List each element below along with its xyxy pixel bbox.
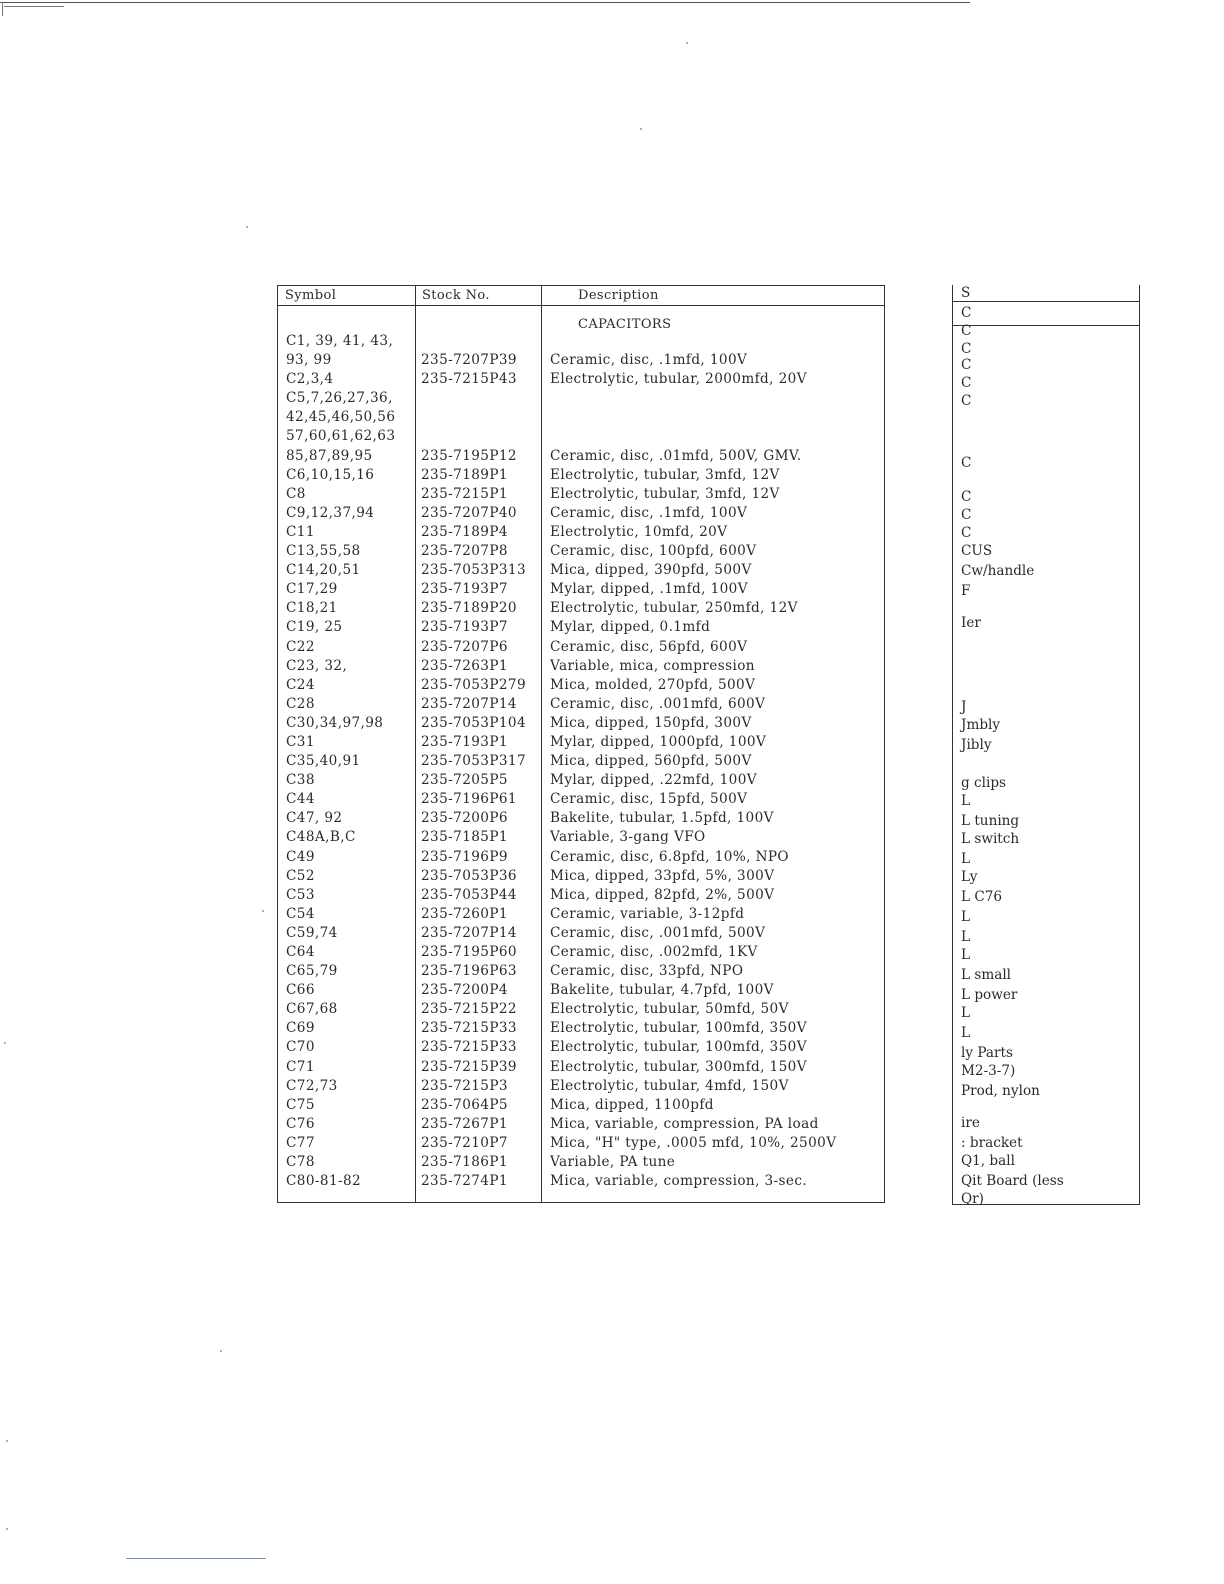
row-symbol: C49 bbox=[286, 848, 315, 865]
table-row bbox=[278, 1058, 884, 1077]
right-fragment: Jibly bbox=[961, 737, 992, 753]
table-row bbox=[278, 504, 884, 523]
row-stock-no: 235-7260P1 bbox=[421, 905, 508, 922]
right-fragment: M2-3-7) bbox=[961, 1063, 1016, 1079]
row-description: Bakelite, tubular, 4.7pfd, 100V bbox=[550, 982, 774, 999]
row-symbol: C2,3,4 bbox=[286, 371, 334, 388]
table-row bbox=[278, 905, 884, 924]
row-description: Mica, dipped, 560pfd, 500V bbox=[550, 753, 752, 770]
table-row bbox=[278, 618, 884, 637]
row-symbol: C14,20,51 bbox=[286, 562, 361, 579]
row-stock-no: 235-7053P44 bbox=[421, 886, 517, 903]
right-header: S bbox=[961, 285, 971, 301]
row-stock-no: 235-7207P40 bbox=[421, 504, 517, 521]
row-description: Mylar, dipped, 0.1mfd bbox=[550, 619, 711, 636]
row-symbol: C31 bbox=[286, 733, 315, 750]
header-stock-no: Stock No. bbox=[422, 288, 490, 303]
table-row bbox=[278, 848, 884, 867]
row-description: Electrolytic, tubular, 50mfd, 50V bbox=[550, 1001, 789, 1018]
right-fragment: C bbox=[961, 323, 972, 339]
row-description: Electrolytic, tubular, 100mfd, 350V bbox=[550, 1039, 807, 1056]
row-description: Mylar, dipped, 1000pfd, 100V bbox=[550, 733, 767, 750]
scan-speck bbox=[640, 128, 642, 130]
table-row bbox=[278, 351, 884, 370]
table-row bbox=[278, 1019, 884, 1038]
scan-speck bbox=[262, 910, 264, 912]
row-description: Mylar, dipped, .22mfd, 100V bbox=[550, 772, 757, 789]
row-symbol: C23, 32, bbox=[286, 657, 348, 674]
row-symbol: C78 bbox=[286, 1154, 315, 1171]
table-row bbox=[278, 1153, 884, 1172]
row-stock-no: 235-7263P1 bbox=[421, 657, 508, 674]
right-fragment: ire bbox=[961, 1115, 980, 1131]
row-symbol: C76 bbox=[286, 1115, 315, 1132]
table-row bbox=[278, 389, 884, 408]
row-description: Electrolytic, tubular, 100mfd, 350V bbox=[550, 1020, 807, 1037]
right-fragment: C bbox=[961, 393, 972, 409]
right-fragment: CUS bbox=[961, 543, 993, 559]
right-fragment: g clips bbox=[961, 775, 1007, 791]
row-description: Electrolytic, tubular, 4mfd, 150V bbox=[550, 1077, 789, 1094]
table-row bbox=[278, 676, 884, 695]
row-symbol: C38 bbox=[286, 772, 315, 789]
row-symbol: C8 bbox=[286, 485, 306, 502]
right-fragment: L power bbox=[961, 987, 1018, 1003]
right-fragment: ly Parts bbox=[961, 1045, 1013, 1061]
row-description: Variable, PA tune bbox=[550, 1154, 676, 1171]
right-fragment: L tuning bbox=[961, 813, 1020, 829]
right-fragment: C bbox=[961, 341, 972, 357]
table-row bbox=[278, 370, 884, 389]
row-description: Ceramic, disc, 33pfd, NPO bbox=[550, 963, 744, 980]
row-description: Bakelite, tubular, 1.5pfd, 100V bbox=[550, 810, 774, 827]
row-rule bbox=[953, 325, 1139, 326]
scan-bottom-mark bbox=[126, 1558, 266, 1559]
row-description: Ceramic, disc, 56pfd, 600V bbox=[550, 638, 748, 655]
header-symbol: Symbol bbox=[285, 288, 337, 303]
header-rule bbox=[953, 301, 1139, 302]
row-symbol: C6,10,15,16 bbox=[286, 466, 375, 483]
table-row bbox=[278, 771, 884, 790]
row-symbol: C53 bbox=[286, 886, 315, 903]
right-fragment: L C76 bbox=[961, 889, 1003, 905]
row-stock-no: 235-7196P63 bbox=[421, 963, 517, 980]
row-description: Mica, variable, compression, 3-sec. bbox=[550, 1173, 808, 1190]
row-stock-no: 235-7185P1 bbox=[421, 829, 508, 846]
row-stock-no: 235-7200P6 bbox=[421, 810, 508, 827]
right-fragment: L switch bbox=[961, 831, 1020, 847]
right-fragment: C bbox=[961, 525, 972, 541]
table-row bbox=[278, 1077, 884, 1096]
row-symbol: C19, 25 bbox=[286, 619, 343, 636]
row-description: Ceramic, disc, .1mfd, 100V bbox=[550, 504, 748, 521]
row-symbol: C9,12,37,94 bbox=[286, 504, 375, 521]
table-row bbox=[278, 886, 884, 905]
right-fragment: C bbox=[961, 455, 972, 471]
row-stock-no: 235-7205P5 bbox=[421, 772, 508, 789]
row-stock-no: 235-7200P4 bbox=[421, 982, 508, 999]
row-symbol: C72,73 bbox=[286, 1077, 338, 1094]
row-description: Ceramic, disc, 6.8pfd, 10%, NPO bbox=[550, 848, 789, 865]
scan-speck bbox=[6, 1440, 8, 1442]
row-stock-no: 235-7053P279 bbox=[421, 676, 527, 693]
table-row bbox=[278, 962, 884, 981]
row-symbol: C66 bbox=[286, 982, 315, 999]
row-stock-no: 235-7215P39 bbox=[421, 1058, 517, 1075]
row-symbol: C65,79 bbox=[286, 963, 338, 980]
scan-speck bbox=[686, 42, 688, 44]
row-description: Electrolytic, tubular, 3mfd, 12V bbox=[550, 485, 780, 502]
row-stock-no: 235-7196P61 bbox=[421, 791, 517, 808]
right-fragment: C bbox=[961, 357, 972, 373]
table-row bbox=[278, 1115, 884, 1134]
table-row bbox=[278, 638, 884, 657]
right-fragment: L bbox=[961, 793, 971, 809]
table-row bbox=[278, 599, 884, 618]
capacitor-parts-table bbox=[277, 285, 885, 1203]
row-stock-no: 235-7215P22 bbox=[421, 1001, 517, 1018]
table-row bbox=[278, 790, 884, 809]
row-stock-no: 235-7189P1 bbox=[421, 466, 508, 483]
right-fragment: F bbox=[961, 583, 971, 599]
row-description: Ceramic, disc, .001mfd, 500V bbox=[550, 924, 766, 941]
scan-speck bbox=[246, 226, 248, 228]
row-stock-no: 235-7215P43 bbox=[421, 371, 517, 388]
row-description: Ceramic, disc, 100pfd, 600V bbox=[550, 543, 757, 560]
row-symbol: C59,74 bbox=[286, 924, 338, 941]
row-description: Ceramic, disc, .01mfd, 500V, GMV. bbox=[550, 447, 802, 464]
row-symbol: C80-81-82 bbox=[286, 1173, 362, 1190]
scan-speck bbox=[6, 1528, 8, 1530]
row-symbol: C77 bbox=[286, 1134, 315, 1151]
row-symbol: C69 bbox=[286, 1020, 315, 1037]
table-row bbox=[278, 485, 884, 504]
row-stock-no: 235-7053P317 bbox=[421, 753, 527, 770]
table-row bbox=[278, 1134, 884, 1153]
row-stock-no: 235-7193P1 bbox=[421, 733, 508, 750]
row-symbol: C17,29 bbox=[286, 581, 338, 598]
table-row bbox=[278, 752, 884, 771]
right-fragment: Jmbly bbox=[961, 717, 1001, 733]
right-fragment: C bbox=[961, 305, 972, 321]
row-symbol: C13,55,58 bbox=[286, 543, 361, 560]
right-fragment: Qit Board (less bbox=[961, 1173, 1064, 1189]
row-stock-no: 235-7215P33 bbox=[421, 1020, 517, 1037]
row-description: Mica, molded, 270pfd, 500V bbox=[550, 676, 756, 693]
table-row bbox=[278, 523, 884, 542]
row-symbol: C47, 92 bbox=[286, 810, 343, 827]
right-fragment: Cw/handle bbox=[961, 563, 1035, 579]
row-symbol: C44 bbox=[286, 791, 315, 808]
row-symbol: C18,21 bbox=[286, 600, 338, 617]
right-fragment: C bbox=[961, 507, 972, 523]
row-stock-no: 235-7207P8 bbox=[421, 543, 508, 560]
table-row bbox=[278, 332, 884, 351]
right-fragment: Ier bbox=[961, 615, 981, 631]
scan-top-border-mark bbox=[4, 6, 64, 7]
table-row bbox=[278, 1000, 884, 1019]
right-fragment: : bracket bbox=[961, 1135, 1023, 1151]
table-row bbox=[278, 943, 884, 962]
row-stock-no: 235-7064P5 bbox=[421, 1096, 508, 1113]
row-stock-no: 235-7196P9 bbox=[421, 848, 508, 865]
row-description: Variable, 3-gang VFO bbox=[550, 829, 706, 846]
scan-top-border bbox=[0, 2, 970, 3]
right-fragment: L small bbox=[961, 967, 1012, 983]
row-symbol: C67,68 bbox=[286, 1001, 338, 1018]
row-description: Electrolytic, 10mfd, 20V bbox=[550, 523, 728, 540]
row-stock-no: 235-7215P1 bbox=[421, 485, 508, 502]
row-symbol: C22 bbox=[286, 638, 315, 655]
table-row bbox=[278, 714, 884, 733]
row-description: Electrolytic, tubular, 2000mfd, 20V bbox=[550, 371, 807, 388]
row-symbol: C64 bbox=[286, 944, 315, 960]
row-symbol: 93, 99 bbox=[286, 352, 332, 369]
row-stock-no: 235-7186P1 bbox=[421, 1154, 508, 1171]
right-fragment: Q1, ball bbox=[961, 1153, 1015, 1169]
row-symbol: C28 bbox=[286, 695, 315, 712]
row-description: Mica, dipped, 1100pfd bbox=[550, 1096, 714, 1113]
row-description: Variable, mica, compression bbox=[550, 657, 755, 674]
row-symbol: C30,34,97,98 bbox=[286, 714, 384, 731]
table-row bbox=[278, 1096, 884, 1115]
row-stock-no: 235-7053P36 bbox=[421, 867, 517, 884]
row-symbol: 57,60,61,62,63 bbox=[286, 428, 396, 445]
row-stock-no: 235-7193P7 bbox=[421, 581, 508, 598]
row-symbol: C54 bbox=[286, 905, 315, 922]
row-stock-no: 235-7207P14 bbox=[421, 695, 517, 712]
row-description: Mica, variable, compression, PA load bbox=[550, 1115, 819, 1132]
row-stock-no: 235-7207P39 bbox=[421, 352, 517, 369]
row-symbol: C71 bbox=[286, 1058, 315, 1075]
row-stock-no: 235-7053P313 bbox=[421, 562, 527, 579]
row-stock-no: 235-7053P104 bbox=[421, 714, 527, 731]
row-stock-no: 235-7189P20 bbox=[421, 600, 517, 617]
right-fragment: L bbox=[961, 1005, 971, 1021]
right-fragment: C bbox=[961, 489, 972, 505]
scan-speck bbox=[220, 1350, 222, 1352]
row-stock-no: 235-7195P12 bbox=[421, 447, 517, 464]
right-fragment: L bbox=[961, 851, 971, 867]
right-fragment: Ly bbox=[961, 869, 978, 885]
scan-corner-mark bbox=[2, 2, 3, 16]
table-row bbox=[278, 809, 884, 828]
table-row bbox=[278, 657, 884, 676]
table-row bbox=[278, 466, 884, 485]
row-description: Mica, dipped, 150pfd, 300V bbox=[550, 714, 752, 731]
right-fragment: Prod, nylon bbox=[961, 1083, 1040, 1099]
row-description: Electrolytic, tubular, 3mfd, 12V bbox=[550, 466, 780, 483]
row-symbol: C52 bbox=[286, 867, 315, 884]
table-row bbox=[278, 867, 884, 886]
table-row bbox=[278, 733, 884, 752]
row-stock-no: 235-7274P1 bbox=[421, 1173, 508, 1190]
row-description: Ceramic, disc, .002mfd, 1KV bbox=[550, 944, 758, 960]
table-row bbox=[278, 542, 884, 561]
table-row bbox=[278, 408, 884, 427]
row-description: Mica, dipped, 82pfd, 2%, 500V bbox=[550, 886, 775, 903]
table-row bbox=[278, 695, 884, 714]
row-symbol: C5,7,26,27,36, bbox=[286, 390, 393, 407]
right-fragment: Qr) bbox=[961, 1191, 984, 1207]
table-row bbox=[278, 1038, 884, 1057]
section-title-capacitors: CAPACITORS bbox=[578, 317, 672, 332]
row-description: Electrolytic, tubular, 300mfd, 150V bbox=[550, 1058, 807, 1075]
right-fragment: L bbox=[961, 1025, 971, 1041]
row-description: Mica, dipped, 33pfd, 5%, 300V bbox=[550, 867, 775, 884]
row-symbol: C11 bbox=[286, 523, 315, 540]
table-row bbox=[278, 924, 884, 943]
table-row bbox=[278, 561, 884, 580]
row-description: Electrolytic, tubular, 250mfd, 12V bbox=[550, 600, 798, 617]
right-fragment: C bbox=[961, 375, 972, 391]
row-symbol: C35,40,91 bbox=[286, 753, 361, 770]
row-description: Mylar, dipped, .1mfd, 100V bbox=[550, 581, 748, 598]
row-description: Ceramic, disc, .001mfd, 600V bbox=[550, 695, 766, 712]
header-description: Description bbox=[578, 288, 659, 303]
row-stock-no: 235-7189P4 bbox=[421, 523, 508, 540]
table-row bbox=[278, 580, 884, 599]
table-row bbox=[278, 828, 884, 847]
header-rule bbox=[278, 305, 884, 306]
right-fragment: L bbox=[961, 909, 971, 925]
right-fragment: L bbox=[961, 929, 971, 945]
row-symbol: C48A,B,C bbox=[286, 829, 356, 846]
row-stock-no: 235-7195P60 bbox=[421, 944, 517, 960]
row-symbol: C70 bbox=[286, 1039, 315, 1056]
row-symbol: C24 bbox=[286, 676, 315, 693]
row-description: Mica, "H" type, .0005 mfd, 10%, 2500V bbox=[550, 1134, 837, 1151]
right-fragment: J bbox=[961, 699, 967, 715]
row-symbol: C75 bbox=[286, 1096, 315, 1113]
right-fragment: L bbox=[961, 947, 971, 963]
row-stock-no: 235-7207P6 bbox=[421, 638, 508, 655]
table-row bbox=[278, 981, 884, 1000]
row-stock-no: 235-7193P7 bbox=[421, 619, 508, 636]
row-stock-no: 235-7207P14 bbox=[421, 924, 517, 941]
adjacent-parts-table-clipped bbox=[952, 285, 1140, 1205]
row-description: Ceramic, disc, .1mfd, 100V bbox=[550, 352, 748, 369]
row-description: Ceramic, disc, 15pfd, 500V bbox=[550, 791, 748, 808]
table-row bbox=[278, 427, 884, 446]
row-stock-no: 235-7267P1 bbox=[421, 1115, 508, 1132]
table-row bbox=[278, 447, 884, 466]
row-symbol: C1, 39, 41, 43, bbox=[286, 333, 394, 349]
row-stock-no: 235-7215P33 bbox=[421, 1039, 517, 1056]
table-body bbox=[278, 332, 884, 1191]
row-stock-no: 235-7210P7 bbox=[421, 1134, 508, 1151]
row-description: Mica, dipped, 390pfd, 500V bbox=[550, 562, 752, 579]
row-stock-no: 235-7215P3 bbox=[421, 1077, 508, 1094]
row-description: Ceramic, variable, 3-12pfd bbox=[550, 905, 745, 922]
scan-speck bbox=[4, 1042, 6, 1044]
table-row bbox=[278, 1172, 884, 1191]
row-symbol: 85,87,89,95 bbox=[286, 447, 373, 464]
row-symbol: 42,45,46,50,56 bbox=[286, 409, 396, 426]
